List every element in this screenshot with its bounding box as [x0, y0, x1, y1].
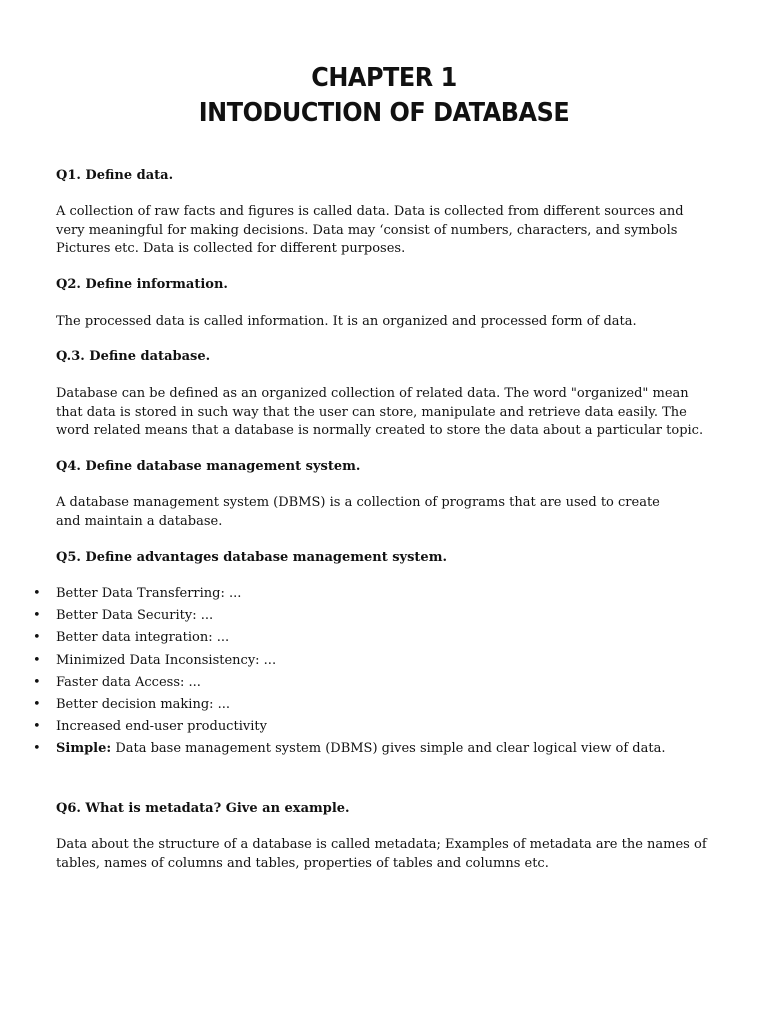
list-item [0, 740, 768, 762]
list-item [0, 652, 768, 674]
list-item-text: Faster data Access: ... [56, 674, 201, 690]
list-item-text: Minimized Data Inconsistency: ... [56, 652, 277, 668]
list-item-text: Better decision making: ... [56, 696, 231, 712]
list-item-description: Data base management system (DBMS) gives simple and clear logical view of data. [111, 741, 666, 757]
question-q6: Q6. What is metadata? Give an example. [56, 801, 350, 816]
bullet-icon: • [33, 630, 41, 646]
bullet-icon: • [33, 696, 41, 712]
question-q3: Q.3. Define database. [56, 349, 211, 364]
answer-q3 [56, 385, 704, 441]
list-item [0, 674, 768, 696]
bullet-icon: • [33, 741, 41, 757]
list-item [0, 629, 768, 651]
chapter-title: INTODUCTION OF DATABASE [198, 98, 570, 128]
answer-line: that data is stored in such way that the user can store, manipulate and retrieve data easily. The [56, 404, 687, 420]
list-item-text: Better data integration: ... [56, 630, 230, 646]
question-q2: Q2. Define information. [56, 277, 228, 292]
question-q1: Q1. Define data. [56, 168, 174, 183]
advantages-list [0, 585, 768, 763]
answer-line: A database management system (DBMS) is a collection of programs that are used to create [56, 495, 660, 510]
bullet-icon: • [33, 586, 41, 601]
answer-line: and maintain a database. [56, 513, 223, 529]
question-q4: Q4. Define database management system. [56, 459, 361, 474]
answer-line: Data about the structure of a database is called metadata; Examples of metadata are the names of [56, 837, 707, 852]
answer-line: A collection of raw facts and figures is called data. Data is collected from different sources and [56, 204, 684, 219]
list-item-text: Increased end-user productivity [56, 719, 267, 735]
list-item-text [56, 740, 665, 758]
answer-q6 [56, 836, 707, 873]
bullet-icon: • [33, 608, 41, 624]
answer-q4 [56, 494, 696, 531]
list-item [0, 585, 768, 607]
answer-line: Pictures etc. Data is collected for different purposes. [56, 241, 406, 256]
bullet-icon: • [33, 652, 41, 668]
list-item-text: Better Data Transferring: ... [56, 586, 242, 601]
list-item [0, 696, 768, 718]
answer-line: very meaningful for making decisions. Data may ‘consist of numbers, characters, and symbols [56, 222, 678, 238]
bullet-icon: • [33, 674, 41, 690]
list-item-term: Simple: [56, 741, 112, 757]
answer-q1 [56, 203, 696, 259]
chapter-number: CHAPTER 1 [311, 63, 457, 93]
list-item [0, 718, 768, 740]
list-item-text: Better Data Security: ... [56, 608, 214, 624]
answer-line: word related means that a database is normally created to store the data about a particular topic. [56, 423, 704, 438]
answer-line: The processed data is called information. It is an organized and processed form of data. [56, 314, 637, 329]
question-q5: Q5. Define advantages database management system. [56, 550, 447, 565]
list-item [0, 607, 768, 629]
answer-line: tables, names of columns and tables, properties of tables and columns etc. [56, 855, 549, 871]
bullet-icon: • [33, 719, 41, 735]
answer-line: Database can be defined as an organized collection of related data. The word "organized" mean [56, 386, 689, 401]
answer-q2 [56, 313, 696, 332]
